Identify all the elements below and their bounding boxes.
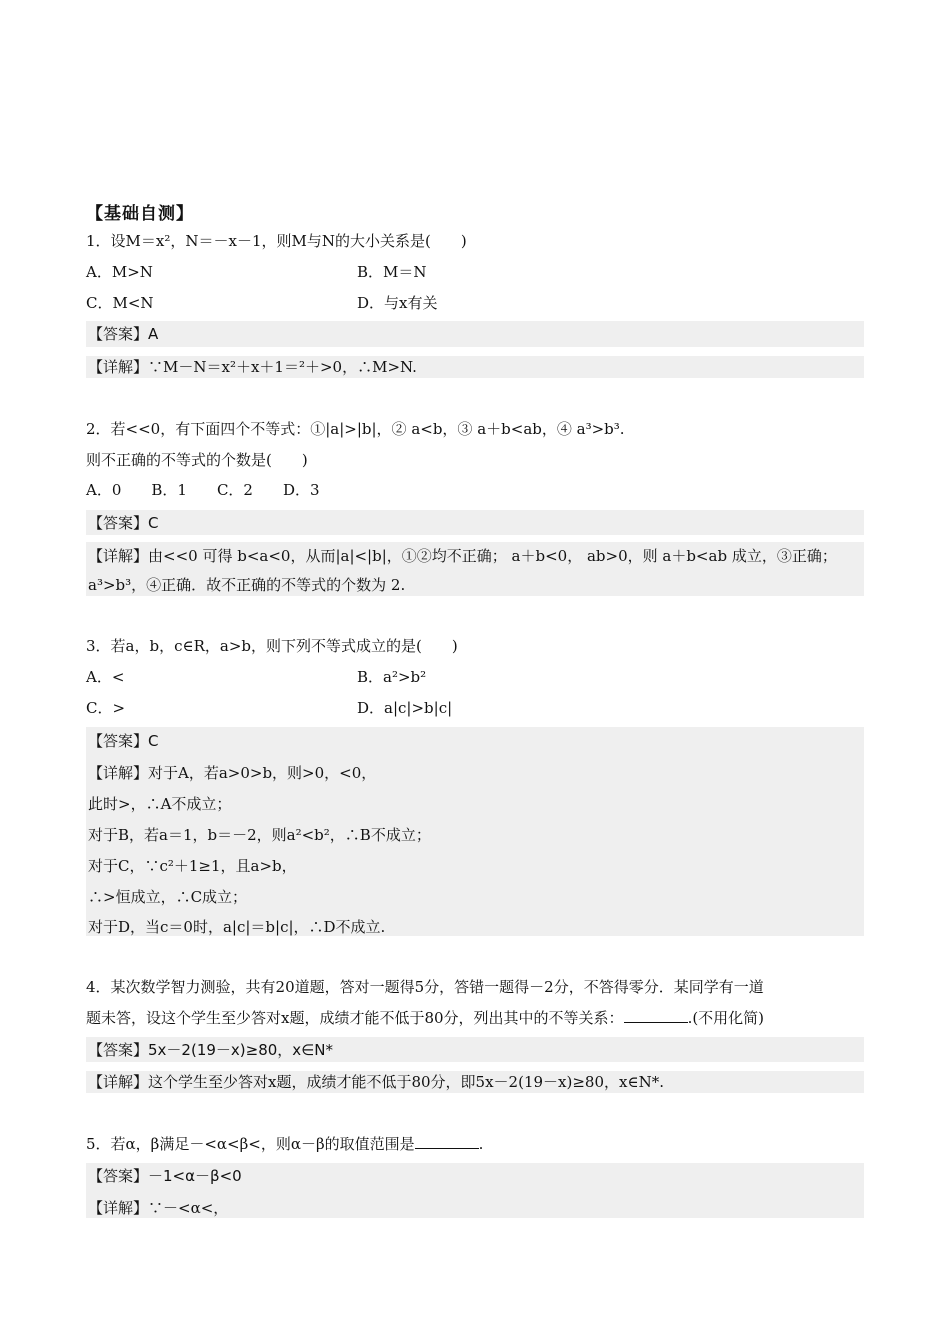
q2-detail-line2: a³>b³，④正确．故不正确的不等式的个数为 2. <box>88 576 406 594</box>
q1-answer-box <box>86 321 864 347</box>
q4-stem-tail: .(不用化简) <box>687 1009 765 1027</box>
q5-stem-text: 5．若α，β满足－<α<β<，则α－β的取值范围是 <box>86 1135 415 1153</box>
q2-answer-box <box>86 510 864 535</box>
q4-answer: 【答案】5x－2(19－x)≥80，x∈N* <box>88 1041 333 1059</box>
q3-detail-line6: 对于D，当c＝0时，a|c|＝b|c|，∴D不成立. <box>88 918 386 936</box>
q3-detail-line4: 对于C，∵c²＋1≥1，且a>b， <box>88 857 297 875</box>
q3-answer: 【答案】C <box>88 732 159 750</box>
q2-answer: 【答案】C <box>88 514 159 532</box>
q2-stem-line2: 则不正确的不等式的个数是( ) <box>86 451 308 469</box>
q4-stem-line2 <box>86 1007 764 1029</box>
q3-option-c: C．> <box>86 699 126 717</box>
q4-detail-box <box>86 1071 864 1093</box>
section-title: 【基础自测】 <box>86 204 194 224</box>
q4-answer-blank[interactable] <box>624 1008 688 1023</box>
q4-detail: 【详解】这个学生至少答对x题，成绩才能不低于80分，即5x－2(19－x)≥80，x∈N*. <box>88 1073 664 1091</box>
q1-detail: 【详解】∵M－N＝x²＋x＋1＝²＋>0，∴M>N. <box>88 358 417 376</box>
q2-detail-box <box>86 542 864 596</box>
q5-answer-blank[interactable] <box>415 1134 479 1149</box>
q4-stem-text: 题未答，设这个学生至少答对x题，成绩才能不低于80分，列出其中的不等关系： <box>86 1009 624 1027</box>
q2-stem: 2．若<<0，有下面四个不等式：①|a|>|b|，② a<b，③ a＋b<ab，④ a³>b³. <box>86 420 625 438</box>
q3-detail-line1: 【详解】对于A，若a>0>b，则>0，<0， <box>88 764 377 782</box>
q3-option-d: D．a|c|>b|c| <box>357 699 453 717</box>
q1-option-d: D．与x有关 <box>357 294 438 312</box>
q1-option-c: C．M<N <box>86 294 154 312</box>
q5-answer: 【答案】－1<α－β<0 <box>88 1167 242 1185</box>
q3-solution-box <box>86 727 864 936</box>
q1-option-a: A．M>N <box>86 263 153 281</box>
q4-answer-box <box>86 1037 864 1062</box>
q1-stem: 1．设M＝x²，N＝－x－1，则M与N的大小关系是( ) <box>86 232 467 250</box>
q1-option-b: B．M＝N <box>357 263 427 281</box>
q5-stem-tail: . <box>478 1135 484 1153</box>
q3-detail-line2: 此时>，∴A不成立； <box>88 795 232 813</box>
q2-detail-line1: 【详解】由<<0 可得 b<a<0，从而|a|<|b|，①②均不正确； a＋b<0， ab>0，则 a＋b<ab 成立，③正确； <box>88 547 837 565</box>
q2-options: A．0 B．1 C．2 D．3 <box>86 481 320 499</box>
q3-detail-line3: 对于B，若a＝1，b＝－2，则a²<b²，∴B不成立； <box>88 826 431 844</box>
q5-detail: 【详解】∵－<α<， <box>88 1199 229 1217</box>
q3-stem: 3．若a，b，c∈R，a>b，则下列不等式成立的是( ) <box>86 637 458 655</box>
q3-option-b: B．a²>b² <box>357 668 427 686</box>
q1-detail-box <box>86 356 864 378</box>
q3-option-a: A．< <box>86 668 125 686</box>
q5-solution-box <box>86 1163 864 1218</box>
q4-stem-line1: 4．某次数学智力测验，共有20道题，答对一题得5分，答错一题得－2分，不答得零分．某同学有一道 <box>86 978 764 996</box>
q1-answer: 【答案】A <box>88 325 159 343</box>
q5-stem <box>86 1133 483 1155</box>
q3-detail-line5: ∴>恒成立，∴C成立； <box>88 888 248 906</box>
